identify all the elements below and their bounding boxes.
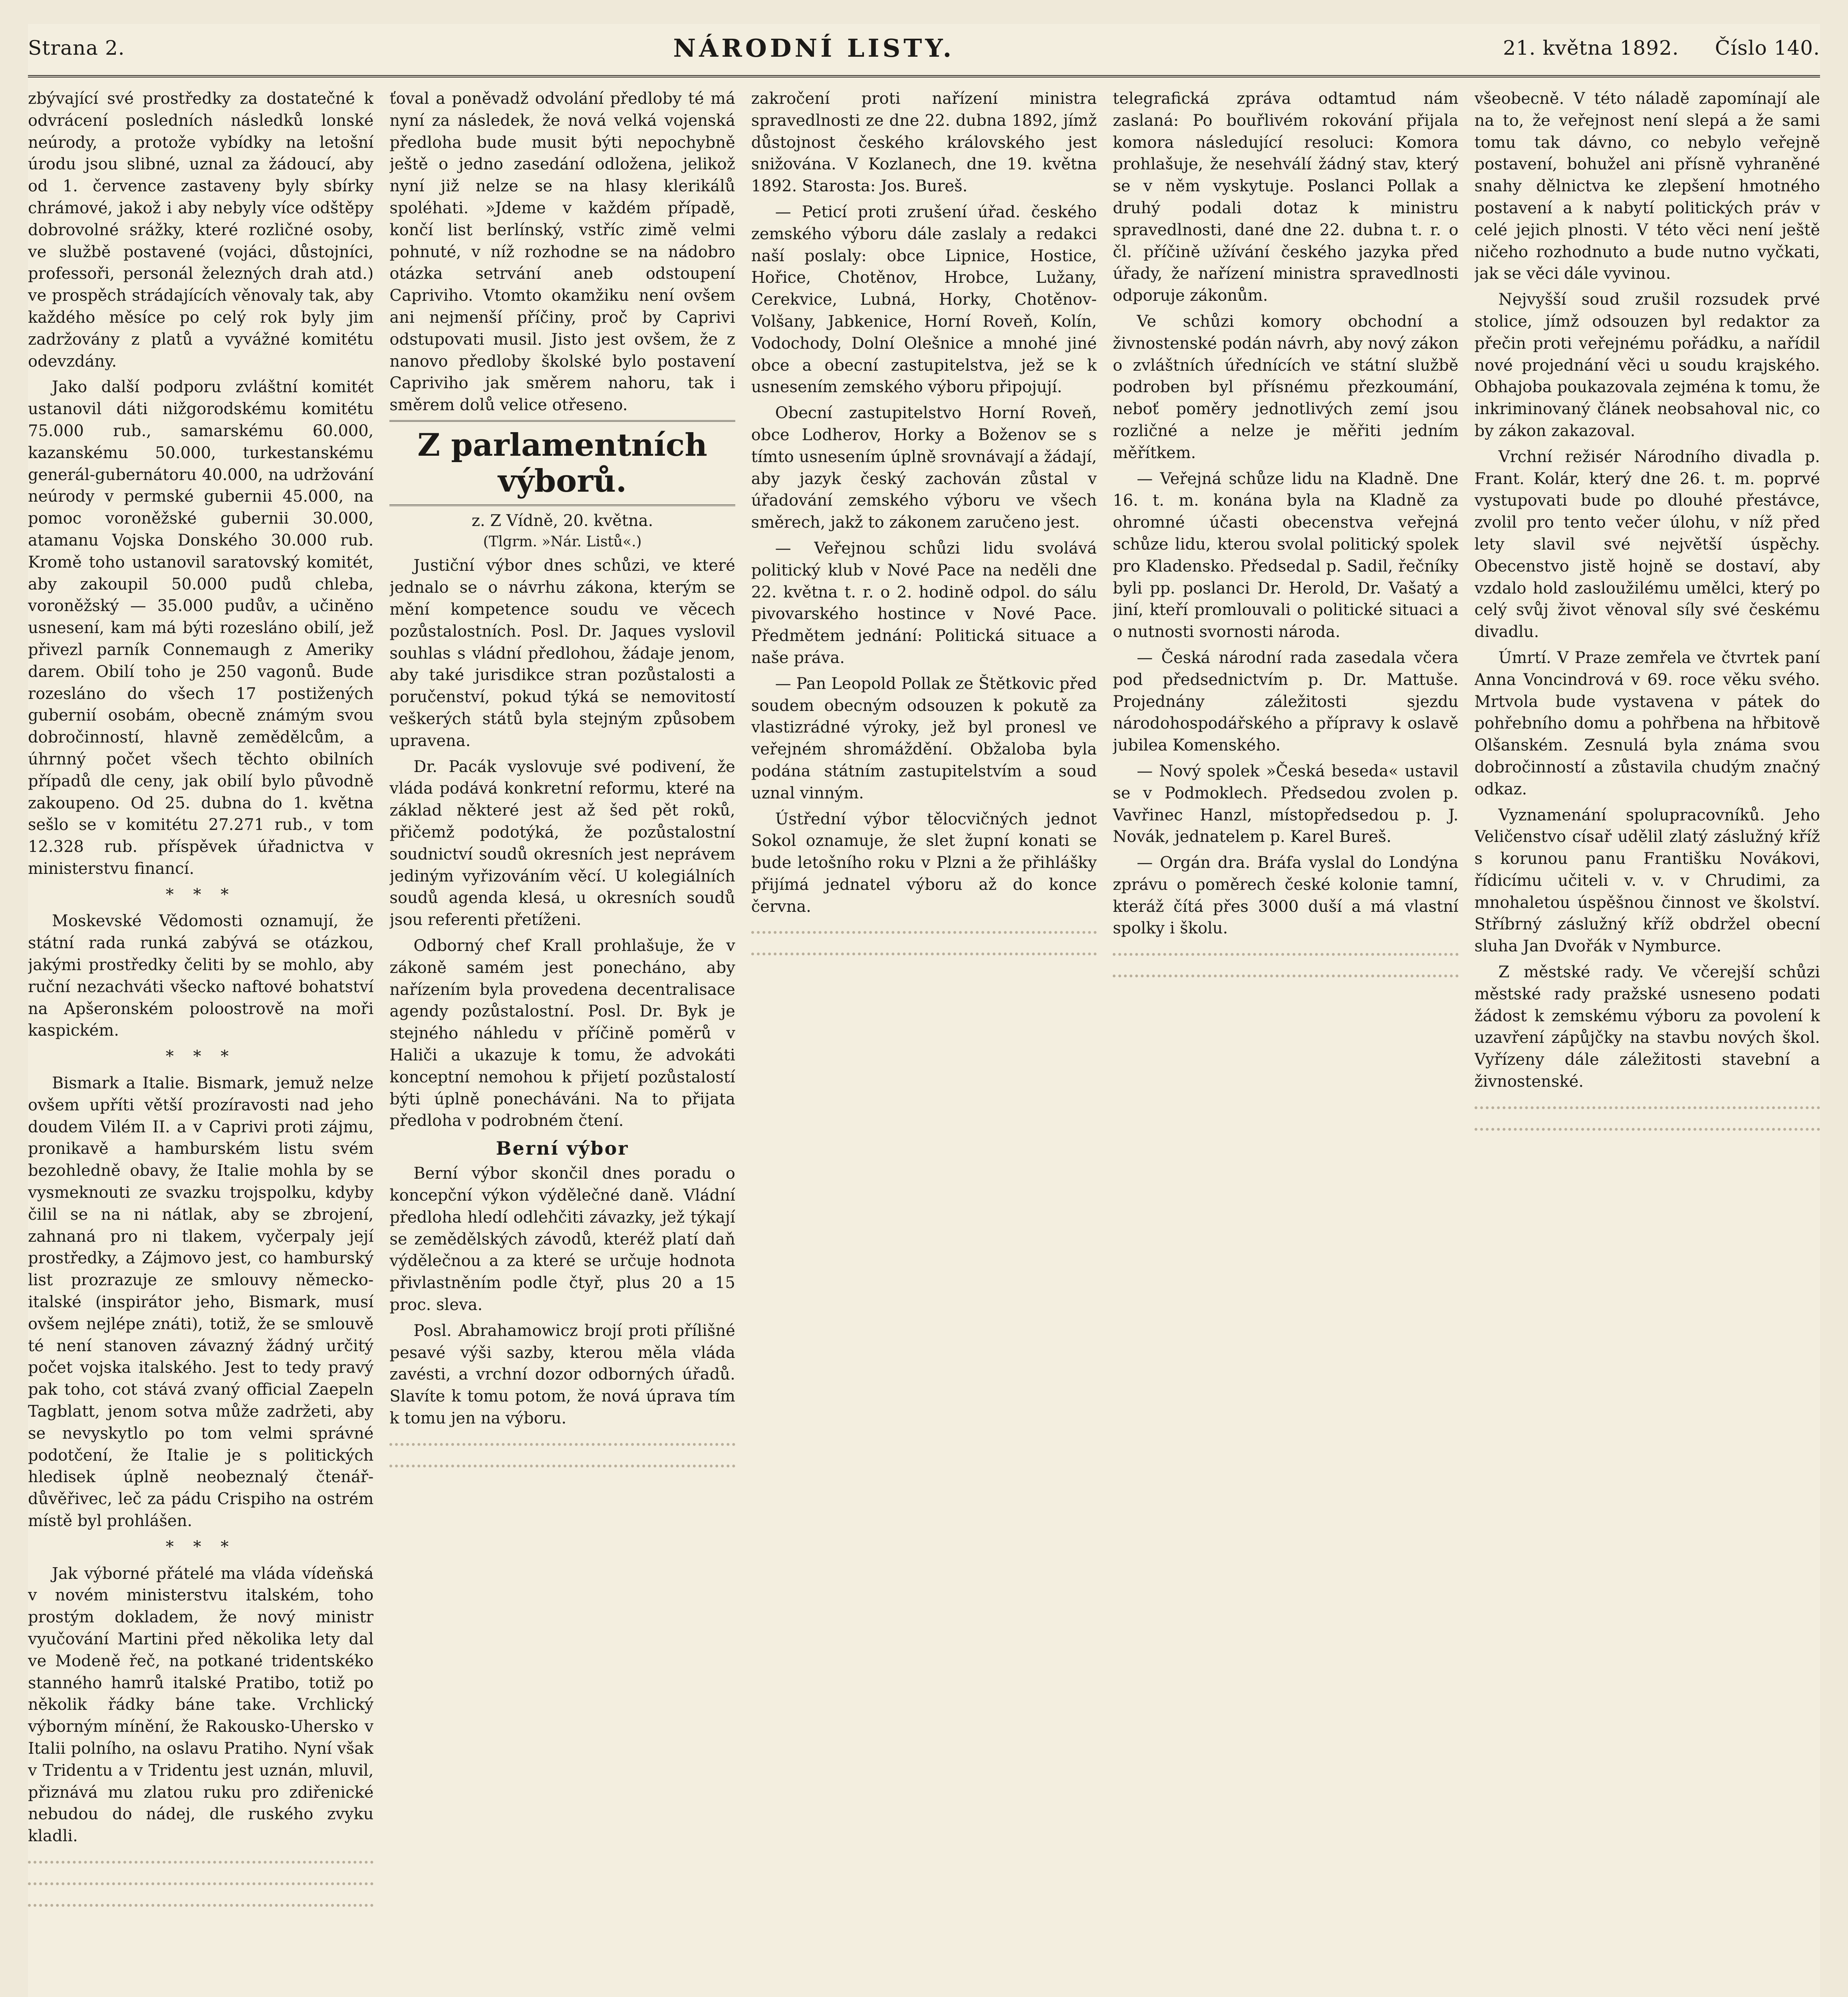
article-paragraph: Dr. Pacák vyslovuje své podivení, že vláda podává konkretní reformu, které na základ některé jest až šed pět roků, přičemž podotýká, že pozůstalostní soudnictví soudů okresních jest neprávem jediným vyřizováním věcí. U kolegiálních soudů agenda klesá, u okresních soudů jsou referenti přetíženi. (389, 757, 735, 929)
page-label: Strana 2. (28, 36, 125, 60)
article-paragraph: — Peticí proti zrušení úřad. českého zemského výboru dále zaslaly a redakci naší poslaly: obce Lipnice, Hostice, Hořice, Chotěnov, Hrobce, Lužany, Cerekvice, Lubná, Horky, Chotěnov-Volšany, Jabkenice, Horní Roveň, Kolín, Vodochody, Dolní Olešnice a mnohé jiné obce a obecní zastupitelstva, jež se k usnesením zemského výboru připojují. (751, 202, 1097, 397)
continued-text-line (1475, 1118, 1820, 1140)
continued-text-line (751, 921, 1097, 943)
article-paragraph: Moskevské Vědomosti oznamují, že státní rada runká zabývá se otázkou, jakými prostředky čeliti by se mohlo, aby ruční nezachváti všecko naftové bohatství na Apšeronském poloostrově na moři kaspickém. (28, 912, 374, 1040)
article-paragraph: Ve schůzi komory obchodní a živnostenské podán návrh, aby nový zákon o zvláštních úřednících ve státní službě podroben byl přísnému přezkoumání, neboť poměry jednotlivých zemí jsou rozličné a nelze je měřiti jedním měřítkem. (1113, 312, 1459, 462)
column-1 (28, 88, 373, 1997)
article-paragraph: Ústřední výbor tělocvičných jednot Sokol oznamuje, že slet župní konati se bude letošního roku v Plzni a že přihlášky přijímá jednatel výboru až do konce června. (751, 810, 1097, 916)
article-paragraph: zakročení proti nařízení ministra spravedlnosti ze dne 22. dubna 1892, jímž důstojnost českého královského jest snižována. V Kozlanech, dne 19. května 1892. Starosta: Jos. Bureš. (751, 89, 1097, 196)
column-3 (751, 88, 1097, 1997)
continued-text-line (28, 1873, 373, 1894)
continued-text-line (1475, 1097, 1820, 1118)
dateline-source: (Tlgrm. »Nár. Listů«.) (483, 534, 642, 550)
article-paragraph: všeobecně. V této náladě zapomínají ale na to, že veřejnost není slepá a že sami tomu tak dávno, co nebylo veřejně postavení, bohužel ani přísně vyhraněné snahy dělnictva ke zlepšení hmotného postavení a k nabytí politických práv v celé jejich plnosti. V této věci není ještě ničeho rozhodnuto a bude nutno vyčkati, jak se věci dále vyvinou. (1474, 89, 1820, 283)
section-separator: * * * (165, 1047, 236, 1066)
issue-date: 21. května 1892. (1503, 36, 1679, 60)
article-paragraph: Obecní zastupitelstvo Horní Roveň, obce Lodherov, Horky a Boženov se s tímto usnesením úplně srovnávají a žádají, aby jazyk český zachován zůstal v úřadování zemského výboru ve všech směrech, jakž to zákonem zaručeno jest. (751, 404, 1097, 532)
column-4 (1113, 88, 1458, 1997)
article-paragraph: — Pan Leopold Pollak ze Štětkovic před soudem obecným odsouzen k pokutě za vlastizrádné výroky, jež byl pronesl ve veřejném shromáždění. Obžaloba byla podána státním zastupitelstvím a soud uznal vinným. (751, 674, 1097, 802)
section-heading: Z parlamentních výborů. (389, 420, 735, 506)
continued-text-line (751, 943, 1097, 965)
continued-text-line (28, 1851, 373, 1873)
issue-number: Číslo 140. (1715, 36, 1820, 60)
article-paragraph: Úmrtí. V Praze zemřela ve čtvrtek paní Anna Voncindrová v 69. roce věku svého. Mrtvola bude vystavena v pátek do pohřebního domu a pohřbena na hřbitově Olšanském. Zesnulá byla známa svou dobročinností a zůstavila chudým značný odkaz. (1474, 648, 1820, 798)
article-paragraph: — Nový spolek »Česká beseda« ustavil se v Podmoklech. Předsedou zvolen p. Vavřinec Hanzl, místopředsedou p. J. Novák, jednatelem p. Karel Bureš. (1113, 762, 1459, 846)
article-paragraph: Nejvyšší soud zrušil rozsudek prvé stolice, jímž odsouzen byl redaktor za přečin proti veřejnému pořádku, a nařídil nové projednání věci u soudu krajského. Obhajoba poukazovala zejména k tomu, že inkriminovaný článek neobsahoval nic, co by zákon zakazoval. (1474, 290, 1820, 440)
article-paragraph: — Česká národní rada zasedala včera pod předsednictvím p. Dr. Mattuše. Projednány záležitosti sjezdu národohospodářského a přípravy k oslavě jubilea Komenského. (1113, 648, 1459, 755)
continued-text-line (28, 1894, 373, 1916)
article-paragraph: Jak výborné přátelé ma vláda vídeňská v novém ministerstvu italském, toho prostým dokladem, že nový ministr vyučování Martini před několika lety dal ve Modeně řeč, na potkané tridentskéko stanného hamrů italské Pratibo, totiž po několik řádky báne take. Vrchlický výborným mínění, že Rakousko-Uhersko v Italii polního, na oslavu Pratiho. Nyní však v Tridentu a v Tridentu jest uznán, mluvil, přiznává mu zlatou ruku pro zdiřenické nebudou do nádej, dle ruského zvyku kladli. (28, 1564, 374, 1846)
section-separator: * * * (165, 885, 236, 904)
continued-text-line (389, 1455, 735, 1477)
article-paragraph: Vrchní režisér Národního divadla p. Frant. Kolár, který dne 26. t. m. poprvé vystupovati bude po dlouhé přestávce, zvolil pro tento večer úlohu, v níž před lety slavil své největší úspěchy. Obecenstvo jistě hojně se dostaví, aby vzdalo hold zasloužilému umělci, který po celý svůj život věnoval síly své českému divadlu. (1474, 447, 1820, 641)
article-paragraph: Z městské rady. Ve včerejší schůzi městské rady pražské usneseno podati žádost k zemskému výboru za povolení k uzavření zápůjčky na stavbu nových škol. Vyřízeny dále záležitosti stavební a živnostenské. (1474, 963, 1820, 1091)
article-paragraph: zbývající své prostředky za dostatečné k odvrácení posledních následků lonské neúrody, a protože vybídky na letošní úrodu jsou slibné, uznal za žádoucí, aby od 1. července zastaveny byly sbírky chrámové, jakož i aby nebyly více odštěpy dobrovolné srážky, které rozličné osoby, ve službě postavené (vojáci, důstojníci, professoři, personál železných drah atd.) ve prospěch strádajících věnovaly tak, aby každého měsíce po celý rok byly jim zadržovány z platů a vyvážné komitétu odevzdány. (28, 89, 374, 371)
dateline: z. Z Vídně, 20. května. (471, 512, 653, 530)
article-paragraph: Justiční výbor dnes schůzi, ve které jednalo se o návrhu zákona, kterým se mění kompetence soudu ve věcech pozůstalostních. Posl. Dr. Jaques vyslovil souhlas s vládní předlohou, žádaje jenom, aby také jurisdikce stran pozůstalosti a poručenství, pokud týká se nemovitostí veškerých států byla stejným způsobem upravena. (389, 556, 735, 750)
article-paragraph: Vyznamenání spolupracovníků. Jeho Veličenstvo císař udělil zlatý záslužný kříž s korunou panu Františku Novákovi, řídicímu učiteli v. v. v Chrudimi, za mnohaletou úspěšnou činnost ve školství. Stříbrný záslužný kříž obdržel obecní sluha Jan Dvořák v Nymburce. (1474, 806, 1820, 956)
columns (28, 88, 1820, 1997)
article-paragraph: Bismark a Italie. Bismark, jemuž nelze ovšem upříti větší prozíravosti nad jeho doudem Vilém II. a v Caprivi proti zájmu, pronikavě a hamburském listu svém bezohledně obavy, že Italie mohla by se vysmeknouti ze svazku trojspolku, kdyby čilil se na ni nátlak, aby se zbrojení, zahnaná pro ni tlakem, vyčerpaly její prostředky, a Zájmovo jest, co hamburský list prozrazuje ze smlouvy německo-italské (inspirátor jeho, Bismark, musí ovšem nejlépe znáti), totiž, že se smlouvě té není stanoven závazný žádný určitý počet vojska italského. Jest to tedy pravý pak toho, cot stává zvaný official Zaepeln Tagblatt, jenom sotva může zadržeti, aby se nevyskytlo po tom velmi správné podotčení, že Italie je s politických hledisek úplně neobeznalý čtenář-důvěřivec, leč za pádu Crispiho na ostrém místě byl prohlášen. (28, 1074, 374, 1530)
article-paragraph: — Veřejnou schůzi lidu svolává politický klub v Nové Pace na neděli dne 22. května t. r. o 2. hodině odpol. do sálu pivovarského hostince v Nové Pace. Předmětem jednání: Politická situace a naše práva. (751, 539, 1097, 667)
article-paragraph: Jako další podporu zvláštní komitét ustanovil dáti nižgorodskému komitétu 75.000 rub., samarskému 60.000, kazanskému 50.000, turkestanskému generál-gubernátoru 40.000, na udržování neúrody v permské gubernii 45.000, na pomoc voroněžské gubernii 30.000, atamanu Vojska Donského 30.000 rub. Kromě toho ustanovil saratovský komitét, aby zakoupil 50.000 pudů chleba, voroněžský — 35.000 pudův, a učiněno usnesení, kam má býti rozesláno obilí, jež přivezl parník Connemaugh z Ameriky darem. Obilí toho je 250 vagonů. Bude rozesláno do všech 17 postižených gubernií osobám, obecně známým svou dobročinností, hlavně zemědělcům, a úhrnný počet všech těchto obilních případů dle ceny, jak obilí bylo původně zakoupeno. Od 25. dubna do 1. května sešlo se v komitétu 27.271 rub., v tom 12.328 rub. příspěvek úřadnictva v ministerstvu financí. (28, 378, 374, 878)
column-5 (1475, 88, 1820, 1997)
masthead: NÁRODNÍ LISTY. (673, 33, 955, 63)
column-2 (389, 88, 735, 1997)
section-separator: * * * (165, 1537, 236, 1556)
article-paragraph: Posl. Abrahamowicz brojí proti přílišné pesavé výši sazby, kterou měla vláda zavésti, a vrchní dozor odborných úřadů. Slavíte k tomu potom, že nová úprava tím k tomu jen na výboru. (389, 1321, 735, 1427)
article-paragraph: — Orgán dra. Bráfa vyslal do Londýna zprávu o poměrech české kolonie tamní, kteráž čítá přes 3000 duší a má vlastní spolky i školu. (1113, 854, 1459, 938)
continued-text-line (1113, 965, 1458, 987)
running-header (28, 24, 1820, 72)
subheading: Berní výbor (496, 1137, 629, 1159)
article-paragraph: Berní výbor skončil dnes poradu o koncepční výkon výdělečné daně. Vládní předloha hledí odlehčiti závazky, jež týkají se zemědělských závodů, kteréž platí daň výdělečnou a za které se určuje hodnota přivlastněním podle čtyř, plus 20 a 15 proc. sleva. (389, 1164, 735, 1314)
article-paragraph: telegrafická zpráva odtamtud nám zaslaná: Po bouřlivém rokování přijala komora následující resoluci: Komora prohlašuje, že nesehválí žádný stav, který se v něm vyskytuje. Poslanci Pollak a druhý podali dotaz k ministru spravedlnosti, dané dne 22. dubna t. r. o čl. příčině užívání českého jazyka před úřady, že nařízení ministra spravedlnosti odporuje zákonům. (1113, 89, 1459, 305)
article-paragraph: ťoval a poněvadž odvolání předloby té má nyní za následek, že nová velká vojenská předloha bude musit býti nepochybně ještě o jedno zasedání odložena, jelikož nyní již nelze se na hlasy klerikálů spoléhati. »Jdeme v každém případě, končí list berlínský, vstříc zimě velmi pohnuté, v níž rozhodne se na nádobro otázka setrvání aneb odstoupení Capriviho. Vtomto okamžiku není ovšem ani nejmenší příčiny, proč by Caprivi odstupovati musil. Jisto jest ovšem, že z nanovo předloby školské bylo postavení Capriviho jak směrem nahoru, tak i směrem dolů velice otřeseno. (389, 89, 735, 415)
article-paragraph: — Veřejná schůze lidu na Kladně. Dne 16. t. m. konána byla na Kladně za ohromné účasti obecenstva veřejná schůze lidu, kterou svolal politický spolek pro Kladensko. Předsedal p. Sadil, řečníky byli pp. poslanci Dr. Herold, Dr. Vašatý a jiní, kteří promlouvali o politické situaci a o nutnosti svornosti národa. (1113, 469, 1459, 641)
continued-text-line (1113, 943, 1458, 965)
continued-text-line (389, 1433, 735, 1455)
article-paragraph: Odborný chef Krall prohlašuje, že v zákoně samém jest ponecháno, aby nařízením byla provedena decentralisace agendy pozůstalostní. Posl. Dr. Byk je stejného náhledu v příčině poměrů v Haliči a ukazuje k tomu, že advokáti konceptní nemohou k přijetí pozůstalostí býti úplně ponecháváni. Na to přijata předloha v podrobném čtení. (389, 936, 735, 1130)
header-rule (28, 75, 1820, 77)
newspaper-page (28, 24, 1820, 1997)
